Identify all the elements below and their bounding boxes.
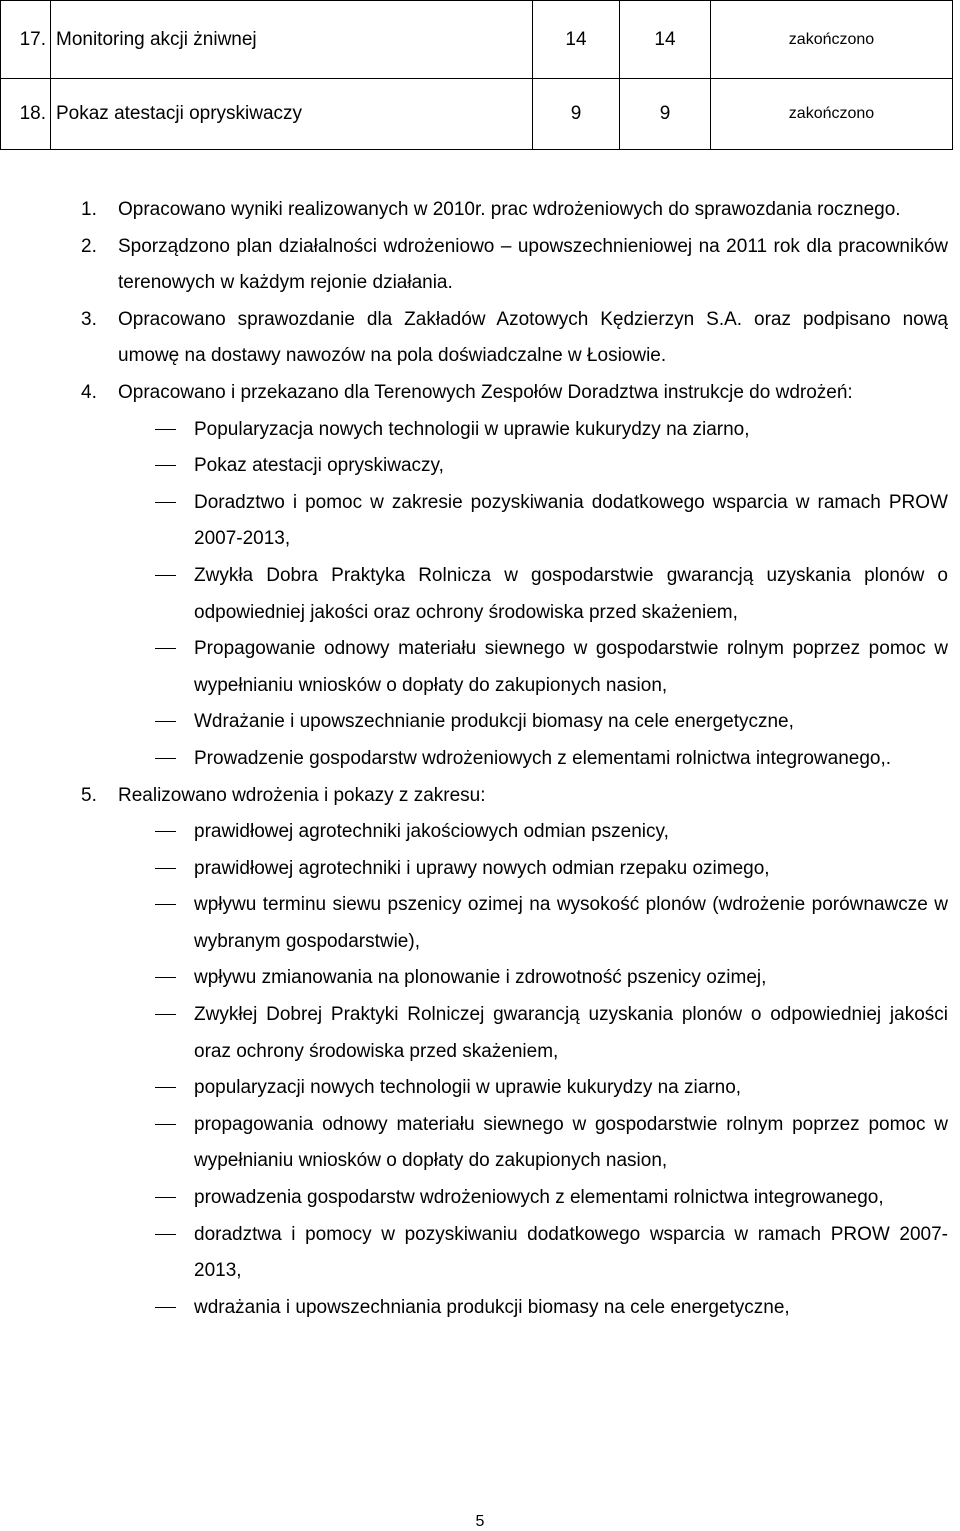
row-number: 17. bbox=[1, 1, 51, 79]
list-item bbox=[0, 960, 960, 997]
list-item-text: Doradztwo i pomoc w zakresie pozyskiwania dodatkowego wsparcia w ramach PROW 2007-2013, bbox=[194, 491, 948, 550]
row-count-planned: 9 bbox=[533, 79, 620, 150]
row-count-done: 9 bbox=[620, 79, 711, 150]
dash-bullet bbox=[0, 997, 194, 1070]
list-item bbox=[0, 448, 960, 485]
list-item-text: prawidłowej agrotechniki jakościowych odmian pszenicy, bbox=[194, 821, 669, 843]
dash-bullet bbox=[0, 1180, 194, 1217]
list-item-text: prowadzenia gospodarstw wdrożeniowych z elementami rolnictwa integrowanego, bbox=[194, 1187, 884, 1209]
list-item bbox=[0, 485, 960, 558]
list-item bbox=[0, 814, 960, 851]
dash-bullet bbox=[0, 704, 194, 741]
list-item bbox=[0, 1107, 960, 1180]
list-item-text: prawidłowej agrotechniki i uprawy nowych odmian rzepaku ozimego, bbox=[194, 857, 770, 879]
dash-bullet bbox=[0, 1217, 194, 1290]
numbered-paragraph bbox=[0, 192, 960, 229]
paragraph-text: Sporządzono plan działalności wdrożeniowo – upowszechnieniowej na 2011 rok dla pracowników terenowych w każdym rejonie działania. bbox=[118, 235, 948, 294]
paragraph-number: 2. bbox=[81, 235, 97, 257]
row-status: zakończono bbox=[711, 1, 953, 79]
list-item-text: doradztwa i pomocy w pozyskiwaniu dodatkowego wsparcia w ramach PROW 2007-2013, bbox=[194, 1223, 948, 1282]
list-item bbox=[0, 412, 960, 449]
numbered-paragraph bbox=[0, 778, 960, 815]
dash-bullet bbox=[0, 960, 194, 997]
list-item-text: popularyzacji nowych technologii w uprawie kukurydzy na ziarno, bbox=[194, 1077, 742, 1099]
dash-bullet bbox=[0, 1290, 194, 1327]
dash-bullet bbox=[0, 1107, 194, 1180]
dash-bullet bbox=[0, 485, 194, 558]
dash-bullet bbox=[0, 887, 194, 960]
row-title: Monitoring akcji żniwnej bbox=[51, 1, 533, 79]
dash-bullet bbox=[0, 741, 194, 778]
dash-bullet bbox=[0, 558, 194, 631]
list-item bbox=[0, 887, 960, 960]
document-body bbox=[0, 192, 960, 1326]
numbered-paragraph bbox=[0, 302, 960, 375]
row-status: zakończono bbox=[711, 79, 953, 150]
numbered-paragraph bbox=[0, 375, 960, 412]
row-title: Pokaz atestacji opryskiwaczy bbox=[51, 79, 533, 150]
dash-bullet bbox=[0, 412, 194, 449]
paragraph-number: 5. bbox=[81, 784, 97, 806]
list-item bbox=[0, 704, 960, 741]
list-item bbox=[0, 741, 960, 778]
paragraph-text: Opracowano sprawozdanie dla Zakładów Azotowych Kędzierzyn S.A. oraz podpisano nową umowę na dostawy nawozów na pola doświadczalne w Łosiowie. bbox=[118, 308, 948, 367]
paragraph-number: 1. bbox=[81, 199, 97, 220]
list-item-text: propagowania odnowy materiału siewnego w gospodarstwie rolnym poprzez pomoc w wypełnianiu wniosków o dopłaty do zakupionych nasion, bbox=[194, 1113, 948, 1172]
list-item-text: Popularyzacja nowych technologii w uprawie kukurydzy na ziarno, bbox=[194, 418, 750, 440]
instructions-list bbox=[0, 412, 960, 778]
list-item bbox=[0, 1070, 960, 1107]
list-item bbox=[0, 1180, 960, 1217]
paragraph-text: Opracowano wyniki realizowanych w 2010r. prac wdrożeniowych do sprawozdania rocznego. bbox=[118, 199, 901, 220]
list-item bbox=[0, 851, 960, 888]
list-item bbox=[0, 558, 960, 631]
activities-table bbox=[0, 0, 953, 150]
list-item-text: Propagowanie odnowy materiału siewnego w gospodarstwie rolnym poprzez pomoc w wypełnianiu wniosków o dopłaty do zakupionych nasion, bbox=[194, 638, 948, 696]
paragraph-number: 3. bbox=[81, 308, 97, 330]
list-item-text: Wdrażanie i upowszechnianie produkcji biomasy na cele energetyczne, bbox=[194, 711, 794, 733]
paragraph-text: Opracowano i przekazano dla Terenowych Zespołów Doradztwa instrukcje do wdrożeń: bbox=[118, 381, 853, 403]
list-item-text: Pokaz atestacji opryskiwaczy, bbox=[194, 455, 444, 477]
list-item bbox=[0, 1217, 960, 1290]
demonstrations-list bbox=[0, 814, 960, 1326]
dash-bullet bbox=[0, 631, 194, 704]
dash-bullet bbox=[0, 448, 194, 485]
list-item-text: Prowadzenie gospodarstw wdrożeniowych z elementami rolnictwa integrowanego,. bbox=[194, 747, 892, 769]
numbered-paragraph bbox=[0, 229, 960, 302]
row-number: 18. bbox=[1, 79, 51, 150]
table-row bbox=[1, 79, 953, 150]
list-item-text: Zwykłej Dobrej Praktyki Rolniczej gwarancją uzyskania plonów o odpowiedniej jakości oraz ochrony środowiska przed skażeniem, bbox=[194, 1004, 948, 1062]
list-item-text: wdrażania i upowszechniania produkcji biomasy na cele energetyczne, bbox=[194, 1296, 790, 1318]
dash-bullet bbox=[0, 814, 194, 851]
dash-bullet bbox=[0, 1070, 194, 1107]
list-item-text: Zwykła Dobra Praktyka Rolnicza w gospodarstwie gwarancją uzyskania plonów o odpowiedniej jakości oraz ochrony środowiska przed skażeniem, bbox=[194, 564, 948, 623]
row-count-done: 14 bbox=[620, 1, 711, 79]
list-item bbox=[0, 997, 960, 1070]
paragraph-text: Realizowano wdrożenia i pokazy z zakresu: bbox=[118, 784, 486, 806]
table-row bbox=[1, 1, 953, 79]
list-item bbox=[0, 1290, 960, 1327]
list-item-text: wpływu terminu siewu pszenicy ozimej na wysokość plonów (wdrożenie porównawcze w wybranym gospodarstwie), bbox=[194, 894, 948, 952]
list-item bbox=[0, 631, 960, 704]
paragraph-number: 4. bbox=[81, 381, 97, 403]
row-count-planned: 14 bbox=[533, 1, 620, 79]
page-number: 5 bbox=[475, 1513, 485, 1530]
dash-bullet bbox=[0, 851, 194, 888]
list-item-text: wpływu zmianowania na plonowanie i zdrowotność pszenicy ozimej, bbox=[194, 967, 767, 989]
